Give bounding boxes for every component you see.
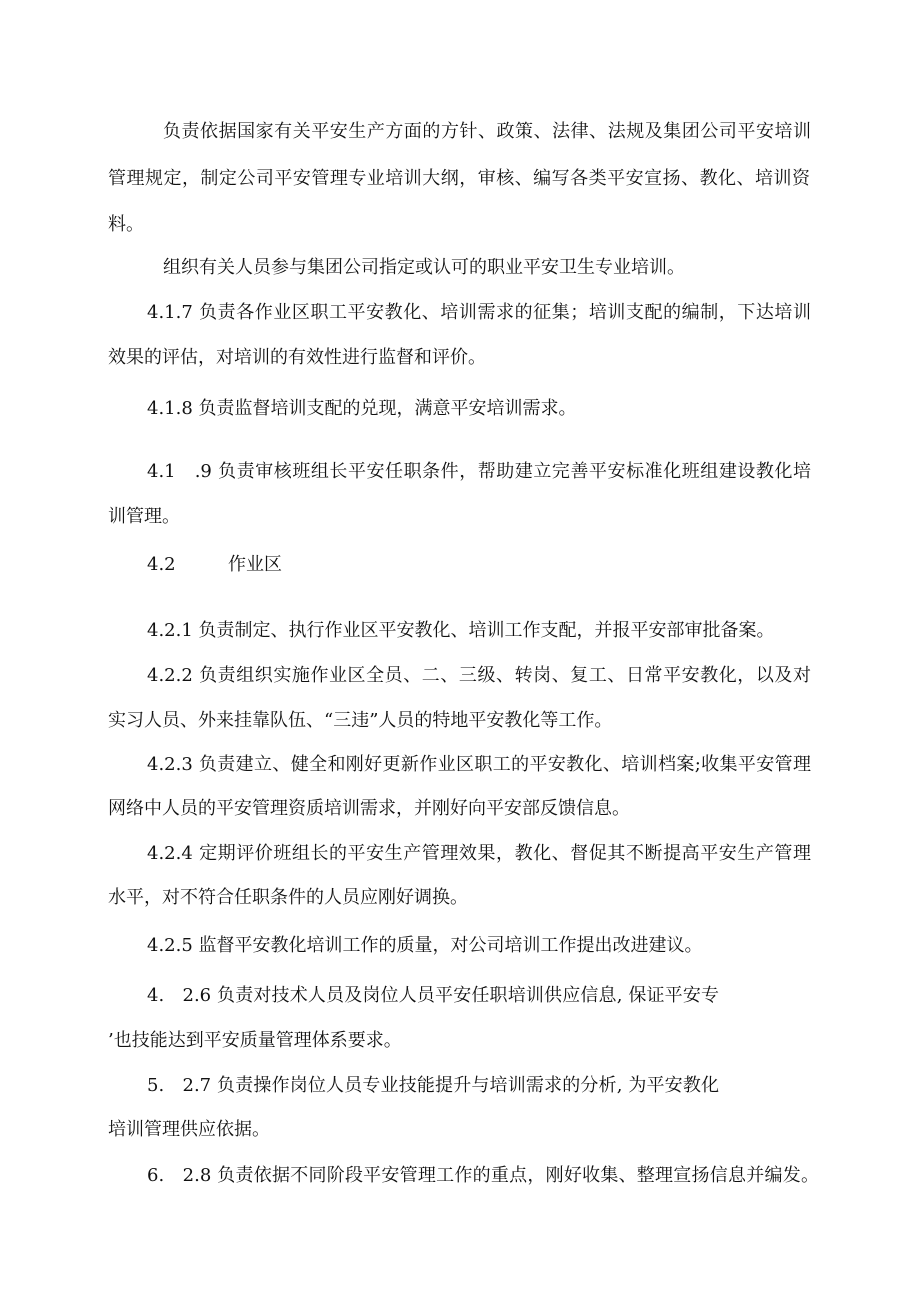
- text-line-13: 4.2.2 负责组织实施作业区全员、二、三级、转岗、复工、日常平安教化，以及对: [147, 665, 811, 686]
- text-line-4: 组织有关人员参与集团公司指定或认可的职业平安卫生专业培训。: [163, 257, 685, 278]
- text-line-8: 4.1 .9 负责审核班组长平安任职条件，帮助建立完善平安标准化班组建设教化培: [147, 461, 811, 482]
- text-line-5: 4.1.7 负责各作业区职工平安教化、培训需求的征集；培训支配的编制，下达培训: [147, 302, 811, 323]
- text-line-1: 负责依据国家有关平安生产方面的方针、政策、法律、法规及集团公司平安培训: [163, 121, 811, 142]
- text-line-20: 4. 2.6 负责对技术人员及岗位人员平安任职培训供应信息, 保证平安专: [147, 985, 719, 1006]
- text-line-7: 4.1.8 负责监督培训支配的兑现，满意平安培训需求。: [147, 398, 577, 419]
- text-line-19: 4.2.5 监督平安教化培训工作的质量，对公司培训工作提出改进建议。: [147, 935, 703, 956]
- text-line-17: 4.2.4 定期评价班组长的平安生产管理效果，教化、督促其不断提高平安生产管理: [147, 843, 811, 864]
- text-line-23: 培训管理供应依据。: [108, 1119, 270, 1140]
- text-line-2: 管理规定，制定公司平安管理专业培训大纲，审核、编写各类平安宣扬、教化、培训资: [108, 168, 810, 189]
- text-line-3: 料。: [108, 214, 144, 235]
- text-line-9: 训管理。: [108, 506, 180, 527]
- text-line-15: 4.2.3 负责建立、健全和刚好更新作业区职工的平安教化、培训档案;收集平安管理: [147, 754, 811, 775]
- text-line-12: 4.2.1 负责制定、执行作业区平安教化、培训工作支配，并报平安部审批备案。: [147, 620, 775, 641]
- text-line-6: 效果的评估，对培训的有效性进行监督和评价。: [108, 347, 486, 368]
- text-line-21: ’也技能达到平安质量管理体系要求。: [108, 1030, 402, 1051]
- section-number: 4.2: [147, 554, 176, 575]
- text-line-24: 6. 2.8 负责依据不同阶段平安管理工作的重点，刚好收集、整理宣扬信息并编发。: [147, 1165, 819, 1186]
- text-line-22: 5. 2.7 负责操作岗位人员专业技能提升与培训需求的分析, 为平安教化: [147, 1075, 719, 1096]
- text-line-18: 水平，对不符合任职条件的人员应刚好调换。: [108, 887, 468, 908]
- section-heading: 作业区: [228, 554, 282, 575]
- text-line-16: 网络中人员的平安管理资质培训需求，并刚好向平安部反馈信息。: [108, 798, 630, 819]
- text-line-14: 实习人员、外来挂靠队伍、“三违”人员的特地平安教化等工作。: [108, 710, 613, 731]
